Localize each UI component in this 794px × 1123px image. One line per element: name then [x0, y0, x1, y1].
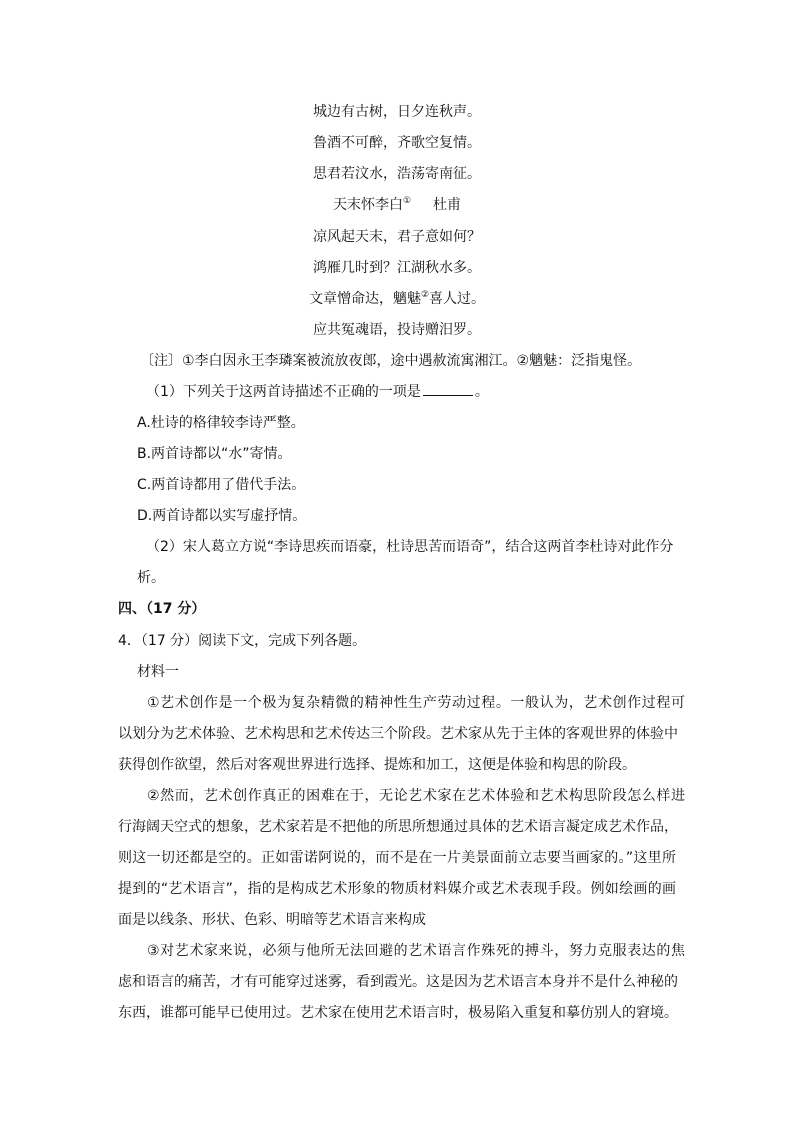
p3-line-2: 虑和语言的痛苦，才有可能穿过迷雾，看到霞光。这是因为艺术语言本身并不是什么神秘的 [118, 974, 678, 990]
answer-blank [423, 383, 473, 396]
p3-line-3: 东西，谁都可能早已使用过。艺术家在使用艺术语言时，极易陷入重复和摹仿别人的窘境。 [118, 1005, 678, 1021]
question1-option-b: B.两首诗都以“水”寄情。 [137, 446, 292, 462]
poem1-line-2: 鲁酒不可醉，齐歌空复情。 [313, 135, 481, 151]
material-label: 材料一 [137, 664, 179, 680]
question1-end: 。 [474, 384, 489, 400]
poem2-line-1: 凉风起天末，君子意如何？ [313, 229, 481, 245]
p1-line-2: 以划分为艺术体验、艺术构思和艺术传达三个阶段。艺术家从先于主体的客观世界的体验中 [118, 726, 678, 742]
question1-option-a: A.杜诗的格律较李诗严整。 [137, 415, 305, 431]
p3-line-1: ③对艺术家来说，必须与他所无法回避的艺术语言作殊死的搏斗，努力克服表达的焦 [147, 943, 685, 959]
p2-line-1: ②然而，艺术创作真正的困难在于，无论艺术家在艺术体验和艺术构思阶段怎么样进 [147, 788, 685, 804]
section4-heading: 四、（17 分） [118, 601, 206, 617]
p1-line-3: 获得创作欲望，然后对客观世界进行选择、提炼和加工，这便是体验和构思的阶段。 [118, 757, 636, 773]
poem1-line-1: 城边有古树，日夕连秋声。 [313, 104, 481, 120]
poem2-line-3-part-2: 喜人过。 [429, 291, 486, 307]
p2-line-4: 提到的“艺术语言”，指的是构成艺术形象的物质材料媒介或艺术表现手段。例如绘画的画 [118, 881, 676, 897]
question2-line-2: 析。 [137, 570, 165, 586]
poem-note: 〔注〕①李白因永王李璘案被流放夜郎，途中遇赦流寓湘江。②魑魅：泛指鬼怪。 [140, 353, 642, 369]
poem2-line-2: 鸿雁几时到？江湖秋水多。 [313, 260, 481, 276]
poem2-line-3 [0, 290, 794, 310]
poem2-title-note: ① [402, 196, 412, 206]
p2-line-5: 面是以线条、形状、色彩、明暗等艺术语言来构成 [118, 912, 426, 928]
question1-stem: （1）下列关于这两首诗描述不正确的一项是 [146, 384, 421, 400]
poem2-line-3-note: ② [420, 290, 430, 300]
p2-line-3: 则这一切还都是空的。正如雷诺阿说的，而不是在一片美景面前立志要当画家的。”这里所 [118, 850, 676, 866]
section4-intro: 4．（17 分）阅读下文，完成下列各题。 [118, 633, 367, 649]
p2-line-2: 行海阔天空式的想象，艺术家若是不把他的所思所想通过具体的艺术语言凝定成艺术作品， [118, 819, 678, 835]
poem2-line-4: 应共冤魂语，投诗赠汨罗。 [313, 322, 481, 338]
poem2-line-3-part-1: 文章憎命达，魑魅 [308, 291, 421, 307]
question2-line-1: （2）宋人葛立方说“李诗思疾而语豪，杜诗思苦而语奇”，结合这两首李杜诗对此作分 [146, 539, 674, 555]
p1-line-1: ①艺术创作是一个极为复杂精微的精神性生产劳动过程。一般认为，艺术创作过程可 [147, 695, 685, 711]
poem2-author: 杜甫 [433, 197, 462, 213]
poem2-title: 天末怀李白 [332, 197, 403, 213]
question1-option-d: D.两首诗都以实写虚抒情。 [137, 508, 307, 524]
poem1-line-3: 思君若汶水，浩荡寄南征。 [313, 166, 481, 182]
question1-stem-line [146, 383, 489, 403]
poem2-title-line [0, 196, 794, 216]
question1-option-c: C.两首诗都用了借代手法。 [137, 477, 306, 493]
